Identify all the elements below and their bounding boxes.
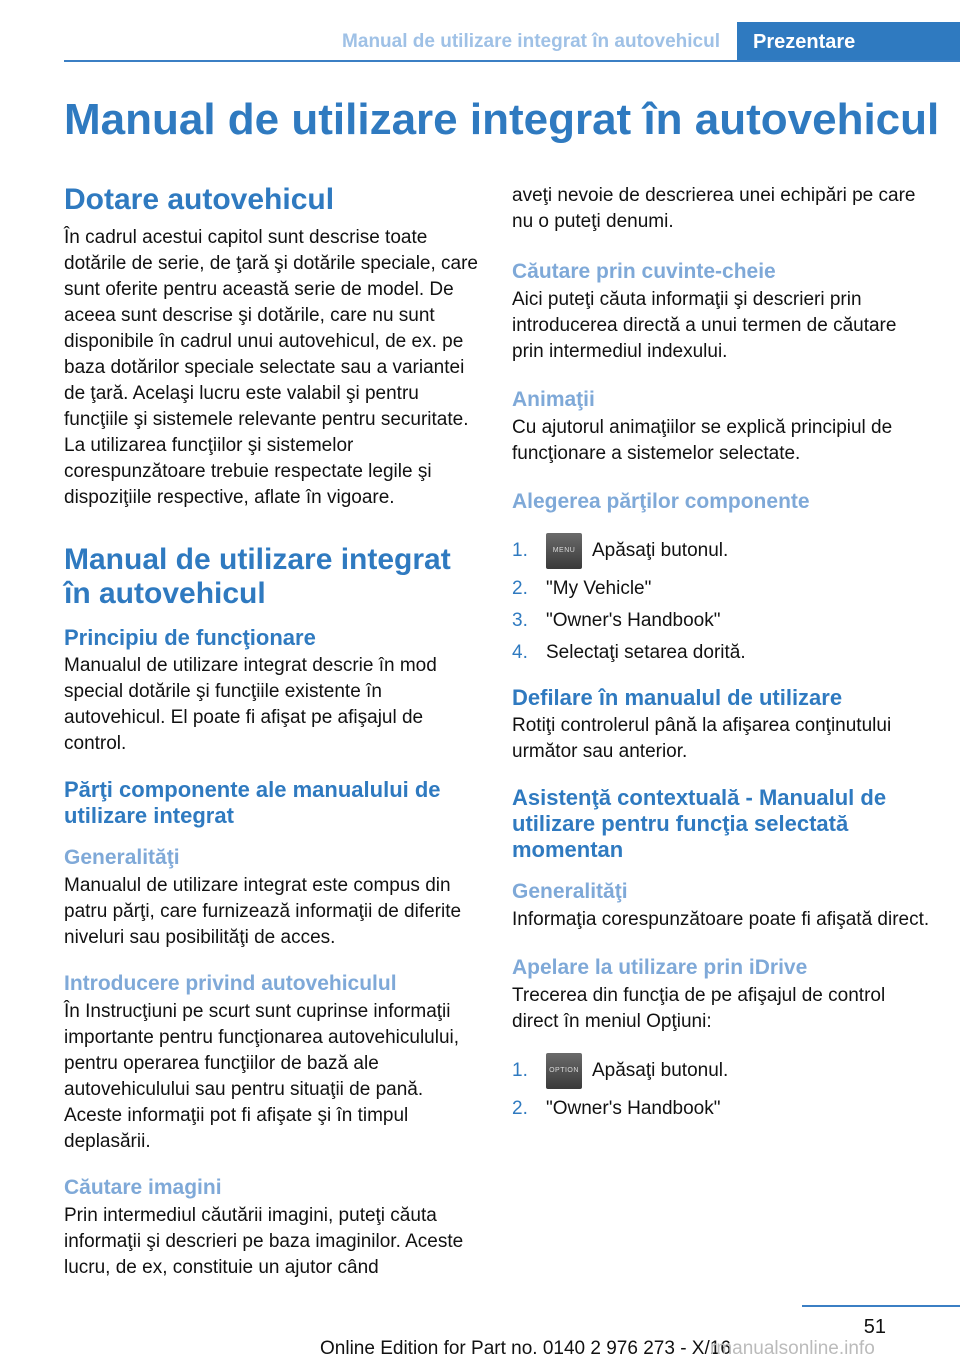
list-text: Apăsaţi butonul.: [592, 1060, 729, 1081]
list-item: [512, 573, 932, 605]
paragraph-cuvinte-cheie: Aici puteţi căuta informaţii şi descrieri prin introducerea directă a unui termen de căutare prin intermediul indexului.: [512, 289, 897, 362]
list-item: [512, 1049, 932, 1093]
paragraph-defilare: Rotiţi controlerul până la afişarea conţinutului următor sau anterior.: [512, 715, 892, 762]
list-item: [512, 637, 932, 669]
paragraph-principiu: Manualul de utilizare integrat descrie în mod special dotările şi funcţiile existente în autovehicul. El poate fi afişat pe afişajul de control.: [64, 655, 437, 754]
option-button-icon: OPTION: [546, 1053, 582, 1089]
running-header-title: Manual de utilizare integrat în autovehicul: [342, 31, 720, 52]
paragraph-animatii: Cu ajutorul animaţiilor se explică principiul de funcţionare a sistemelor selectate.: [512, 417, 893, 464]
menu-button-icon: MENU: [546, 533, 582, 569]
paragraph-introducere: În Instrucţiuni pe scurt sunt cuprinse informaţii importante pentru funcţionarea autovehiculului, pentru operarea funcţiilor de bază ale autovehiculului sau pentru situaţii de pană. Aceste informaţii pot fi afişate şi în timpul deplasării.: [64, 1001, 460, 1152]
heading-asistenta: Asistenţă contextuală - Manualul de utilizare pentru funcţia selectată momentan: [512, 785, 887, 862]
paragraph-generalitati-2: Informaţia corespunzătoare poate fi afişată direct.: [512, 909, 930, 930]
list-text: Selectaţi setarea dorită.: [546, 642, 746, 663]
list-number: 2.: [512, 1098, 528, 1119]
right-column: [512, 183, 932, 1125]
list-number: 1.: [512, 540, 528, 561]
heading-apelare: Apelare la utilizare prin iDrive: [512, 956, 808, 979]
heading-generalitati: Generalităţi: [64, 846, 180, 869]
chapter-tab: Prezentare: [737, 22, 960, 62]
paragraph-dotare: În cadrul acestui capitol sunt descrise toate dotările de serie, de ţară şi dotările speciale, care sunt oferite pentru această serie de model. De aceea sunt descrise şi dotările, care nu sunt disponibile în cadrul unui autovehicul, de ex. pe baza dotărilor speciale selectate sau a variantei de ţară. Acelaşi lucru este valabil şi pentru funcţiile şi sistemele relevante pentru securitate. La utilizarea funcţiilor şi sistemelor corespunzătoare trebuie respectate legile şi dispoziţiile respective, aflate în vigoare.: [64, 227, 479, 508]
list-text: "My Vehicle": [546, 578, 652, 599]
paragraph-apelare: Trecerea din funcţia de pe afişajul de control direct în meniul Opţiuni:: [512, 985, 886, 1032]
heading-defilare: Defilare în manualul de utilizare: [512, 685, 843, 710]
list-number: 4.: [512, 642, 528, 663]
list-item: [512, 1093, 932, 1125]
heading-principiu: Principiu de funcţionare: [64, 625, 316, 650]
heading-cautare-imagini: Căutare imagini: [64, 1176, 222, 1199]
list-number: 1.: [512, 1060, 528, 1081]
list-item: [512, 529, 932, 573]
heading-cuvinte-cheie: Căutare prin cuvinte-cheie: [512, 260, 776, 283]
page-title: Manual de utilizare integrat în autovehicul: [64, 95, 940, 144]
footer-rule: [802, 1305, 960, 1307]
heading-parti: Părţi componente ale manualului de utilizare integrat: [64, 777, 441, 828]
heading-introducere: Introducere privind autovehiculul: [64, 972, 397, 995]
left-column: [64, 183, 484, 1281]
list-number: 3.: [512, 610, 528, 631]
list-text: "Owner's Handbook": [546, 610, 721, 631]
heading-alegerea: Alegerea părţilor componente: [512, 490, 810, 513]
steps-list-1: [512, 529, 932, 669]
heading-animatii: Animaţii: [512, 388, 595, 411]
list-number: 2.: [512, 578, 528, 599]
heading-generalitati-2: Generalităţi: [512, 880, 628, 903]
list-text: Apăsaţi butonul.: [592, 540, 729, 561]
page-number: 51: [863, 1316, 886, 1338]
paragraph-cautare-imagini: Prin intermediul căutării imagini, puteţi căuta informaţii şi descrieri pe baza imaginilor. Aceste lucru, de ex, constituie un ajutor când: [64, 1205, 464, 1278]
footer-watermark: rmanualsonline.info: [710, 1338, 875, 1359]
paragraph-continuation: aveţi nevoie de descrierea unei echipări pe care nu o puteţi denumi.: [512, 185, 916, 232]
footer-edition: Online Edition for Part no. 0140 2 976 273 - X/16: [320, 1338, 731, 1359]
list-item: [512, 605, 932, 637]
header-rule: [64, 60, 960, 62]
paragraph-generalitati: Manualul de utilizare integrat este compus din patru părţi, care furnizează informaţii de diferite niveluri sau posibilităţi de acces.: [64, 875, 462, 948]
heading-dotare: Dotare autovehicul: [64, 183, 335, 216]
steps-list-2: [512, 1049, 932, 1125]
heading-manual: Manual de utilizare integrat în autovehicul: [64, 543, 451, 610]
list-text: "Owner's Handbook": [546, 1098, 721, 1119]
